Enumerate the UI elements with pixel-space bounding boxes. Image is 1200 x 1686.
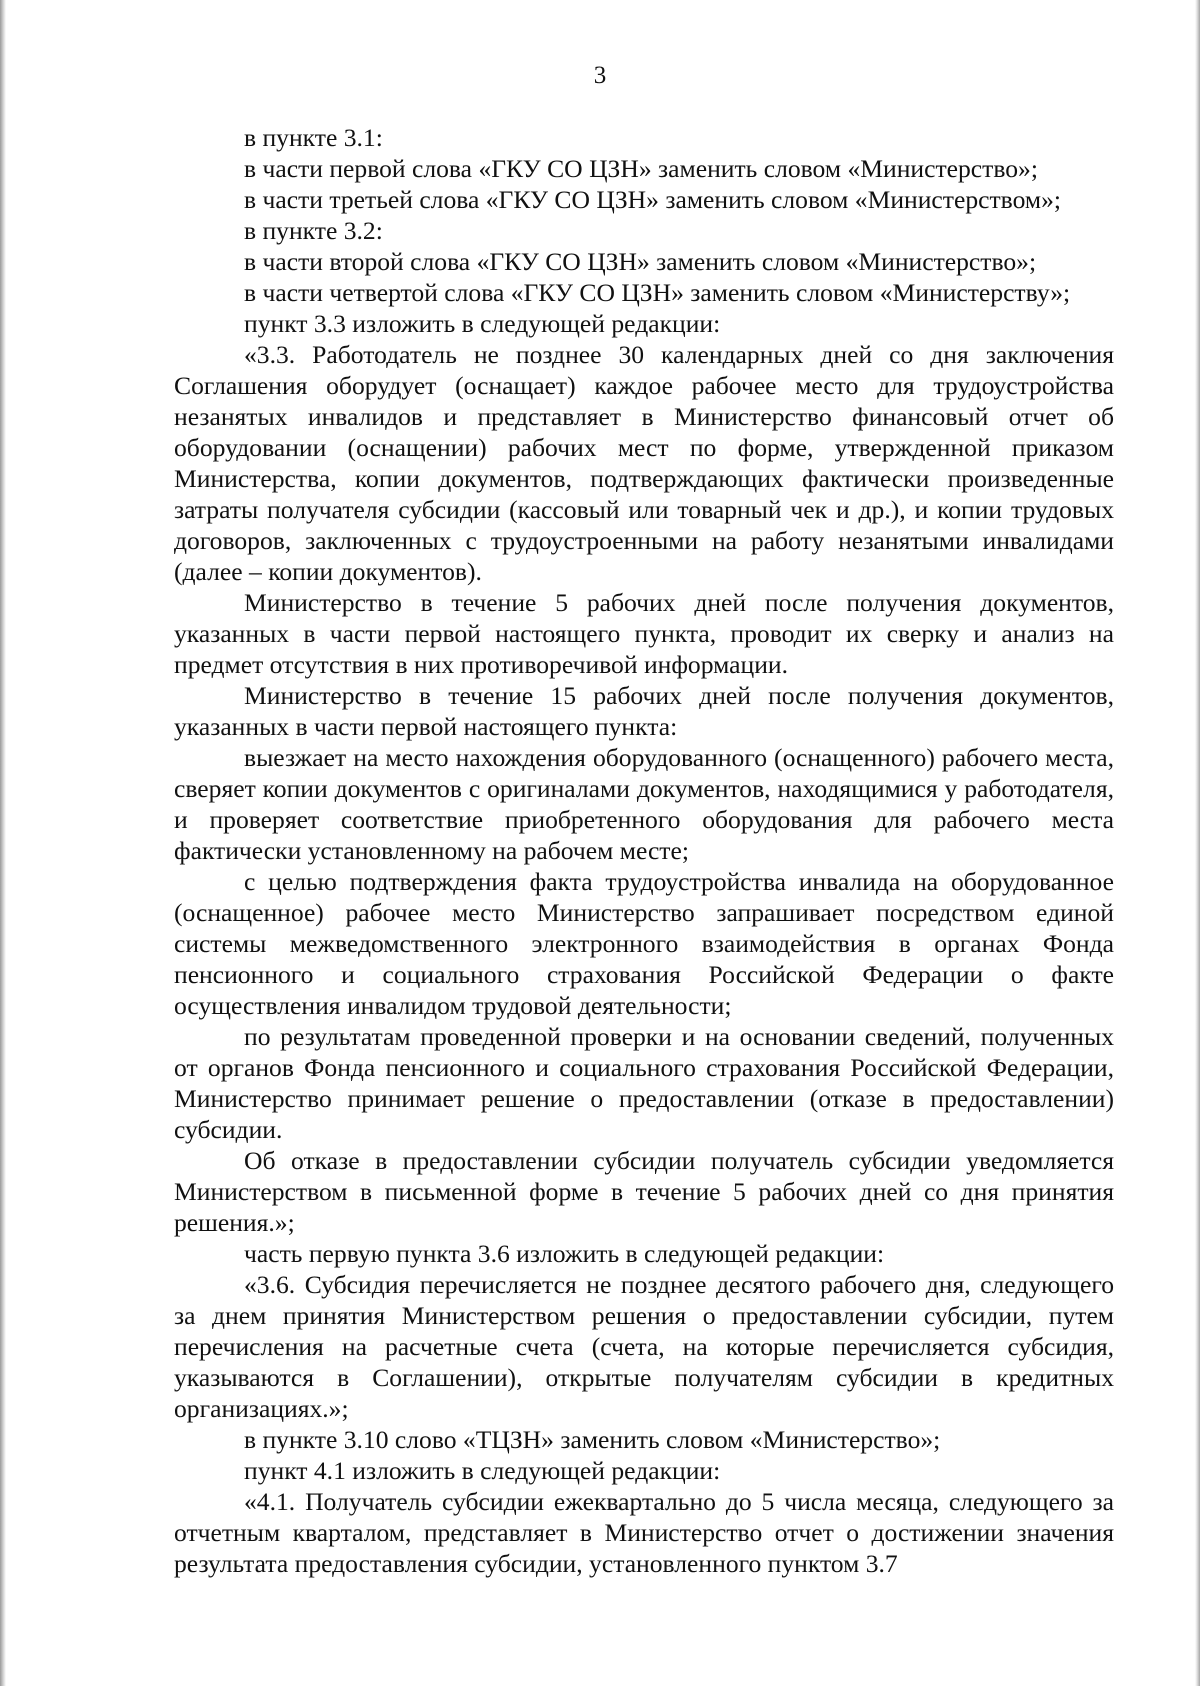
paragraph: в пункте 3.1: <box>244 123 383 152</box>
paragraph: «3.6. Субсидия перечисляется не позднее десятого рабочего дня, следующего за днем принятия Министерством решения о предоставлении субсидии, путем перечисления на расчетные счета (счета, на которые перечисляется субсидия, указываются в Соглашении), открытые получателям субсидии в кредитных организациях.»; <box>174 1270 1114 1423</box>
paragraph: в пункте 3.2: <box>244 216 383 245</box>
paragraph: по результатам проведенной проверки и на основании сведений, полученных от органов Фонда пенсионного и социального страхования Российской Федерации, Министерство принимает решение о предоставлении (отказе в предоставлении) субсидии. <box>174 1022 1114 1144</box>
document-body <box>174 122 1114 1579</box>
paragraph: в части второй слова «ГКУ СО ЦЗН» заменить словом «Министерство»; <box>244 247 1037 276</box>
paragraph: в пункте 3.10 слово «ТЦЗН» заменить словом «Министерство»; <box>244 1425 941 1454</box>
paragraph: в части третьей слова «ГКУ СО ЦЗН» заменить словом «Министерством»; <box>244 185 1061 214</box>
paragraph: пункт 3.3 изложить в следующей редакции: <box>244 309 721 338</box>
scan-edge-left <box>0 0 6 1686</box>
paragraph: с целью подтверждения факта трудоустройства инвалида на оборудованное (оснащенное) рабочее место Министерство запрашивает посредством единой системы межведомственного электронного взаимодействия в органах Фонда пенсионного и социального страхования Российской Федерации о факте осуществления инвалидом трудовой деятельности; <box>174 867 1114 1020</box>
scan-edge-right <box>1195 0 1200 1686</box>
paragraph: «4.1. Получатель субсидии ежеквартально до 5 числа месяца, следующего за отчетным кварталом, представляет в Министерство отчет о достижении значения результата предоставления субсидии, установленного пунктом 3.7 <box>174 1487 1114 1578</box>
paragraph: Об отказе в предоставлении субсидии получатель субсидии уведомляется Министерством в письменной форме в течение 5 рабочих дней со дня принятия решения.»; <box>174 1146 1114 1237</box>
paragraph: пункт 4.1 изложить в следующей редакции: <box>244 1456 721 1485</box>
paragraph: в части первой слова «ГКУ СО ЦЗН» заменить словом «Министерство»; <box>244 154 1038 183</box>
paragraph: «3.3. Работодатель не позднее 30 календарных дней со дня заключения Соглашения оборудует (оснащает) каждое рабочее место для трудоустройства незанятых инвалидов и представляет в Министерство финансовый отчет об оборудовании (оснащении) рабочих мест по форме, утвержденной приказом Министерства, копии документов, подтверждающих фактически произведенные затраты получателя субсидии (кассовый или товарный чек и др.), и копии трудовых договоров, заключенных с трудоустроенными на работу незанятыми инвалидами (далее – копии документов). <box>174 340 1114 586</box>
paragraph: часть первую пункта 3.6 изложить в следующей редакции: <box>244 1239 885 1268</box>
paragraph: в части четвертой слова «ГКУ СО ЦЗН» заменить словом «Министерству»; <box>244 278 1071 307</box>
paragraph: выезжает на место нахождения оборудованного (оснащенного) рабочего места, сверяет копии документов с оригиналами документов, находящимися у работодателя, и проверяет соответствие приобретенного оборудования для рабочего места фактически установленному на рабочем месте; <box>174 743 1114 865</box>
page-number: 3 <box>593 62 607 89</box>
paragraph: Министерство в течение 15 рабочих дней после получения документов, указанных в части первой настоящего пункта: <box>174 681 1114 741</box>
paragraph: Министерство в течение 5 рабочих дней после получения документов, указанных в части первой настоящего пункта, проводит их сверку и анализ на предмет отсутствия в них противоречивой информации. <box>174 588 1114 679</box>
